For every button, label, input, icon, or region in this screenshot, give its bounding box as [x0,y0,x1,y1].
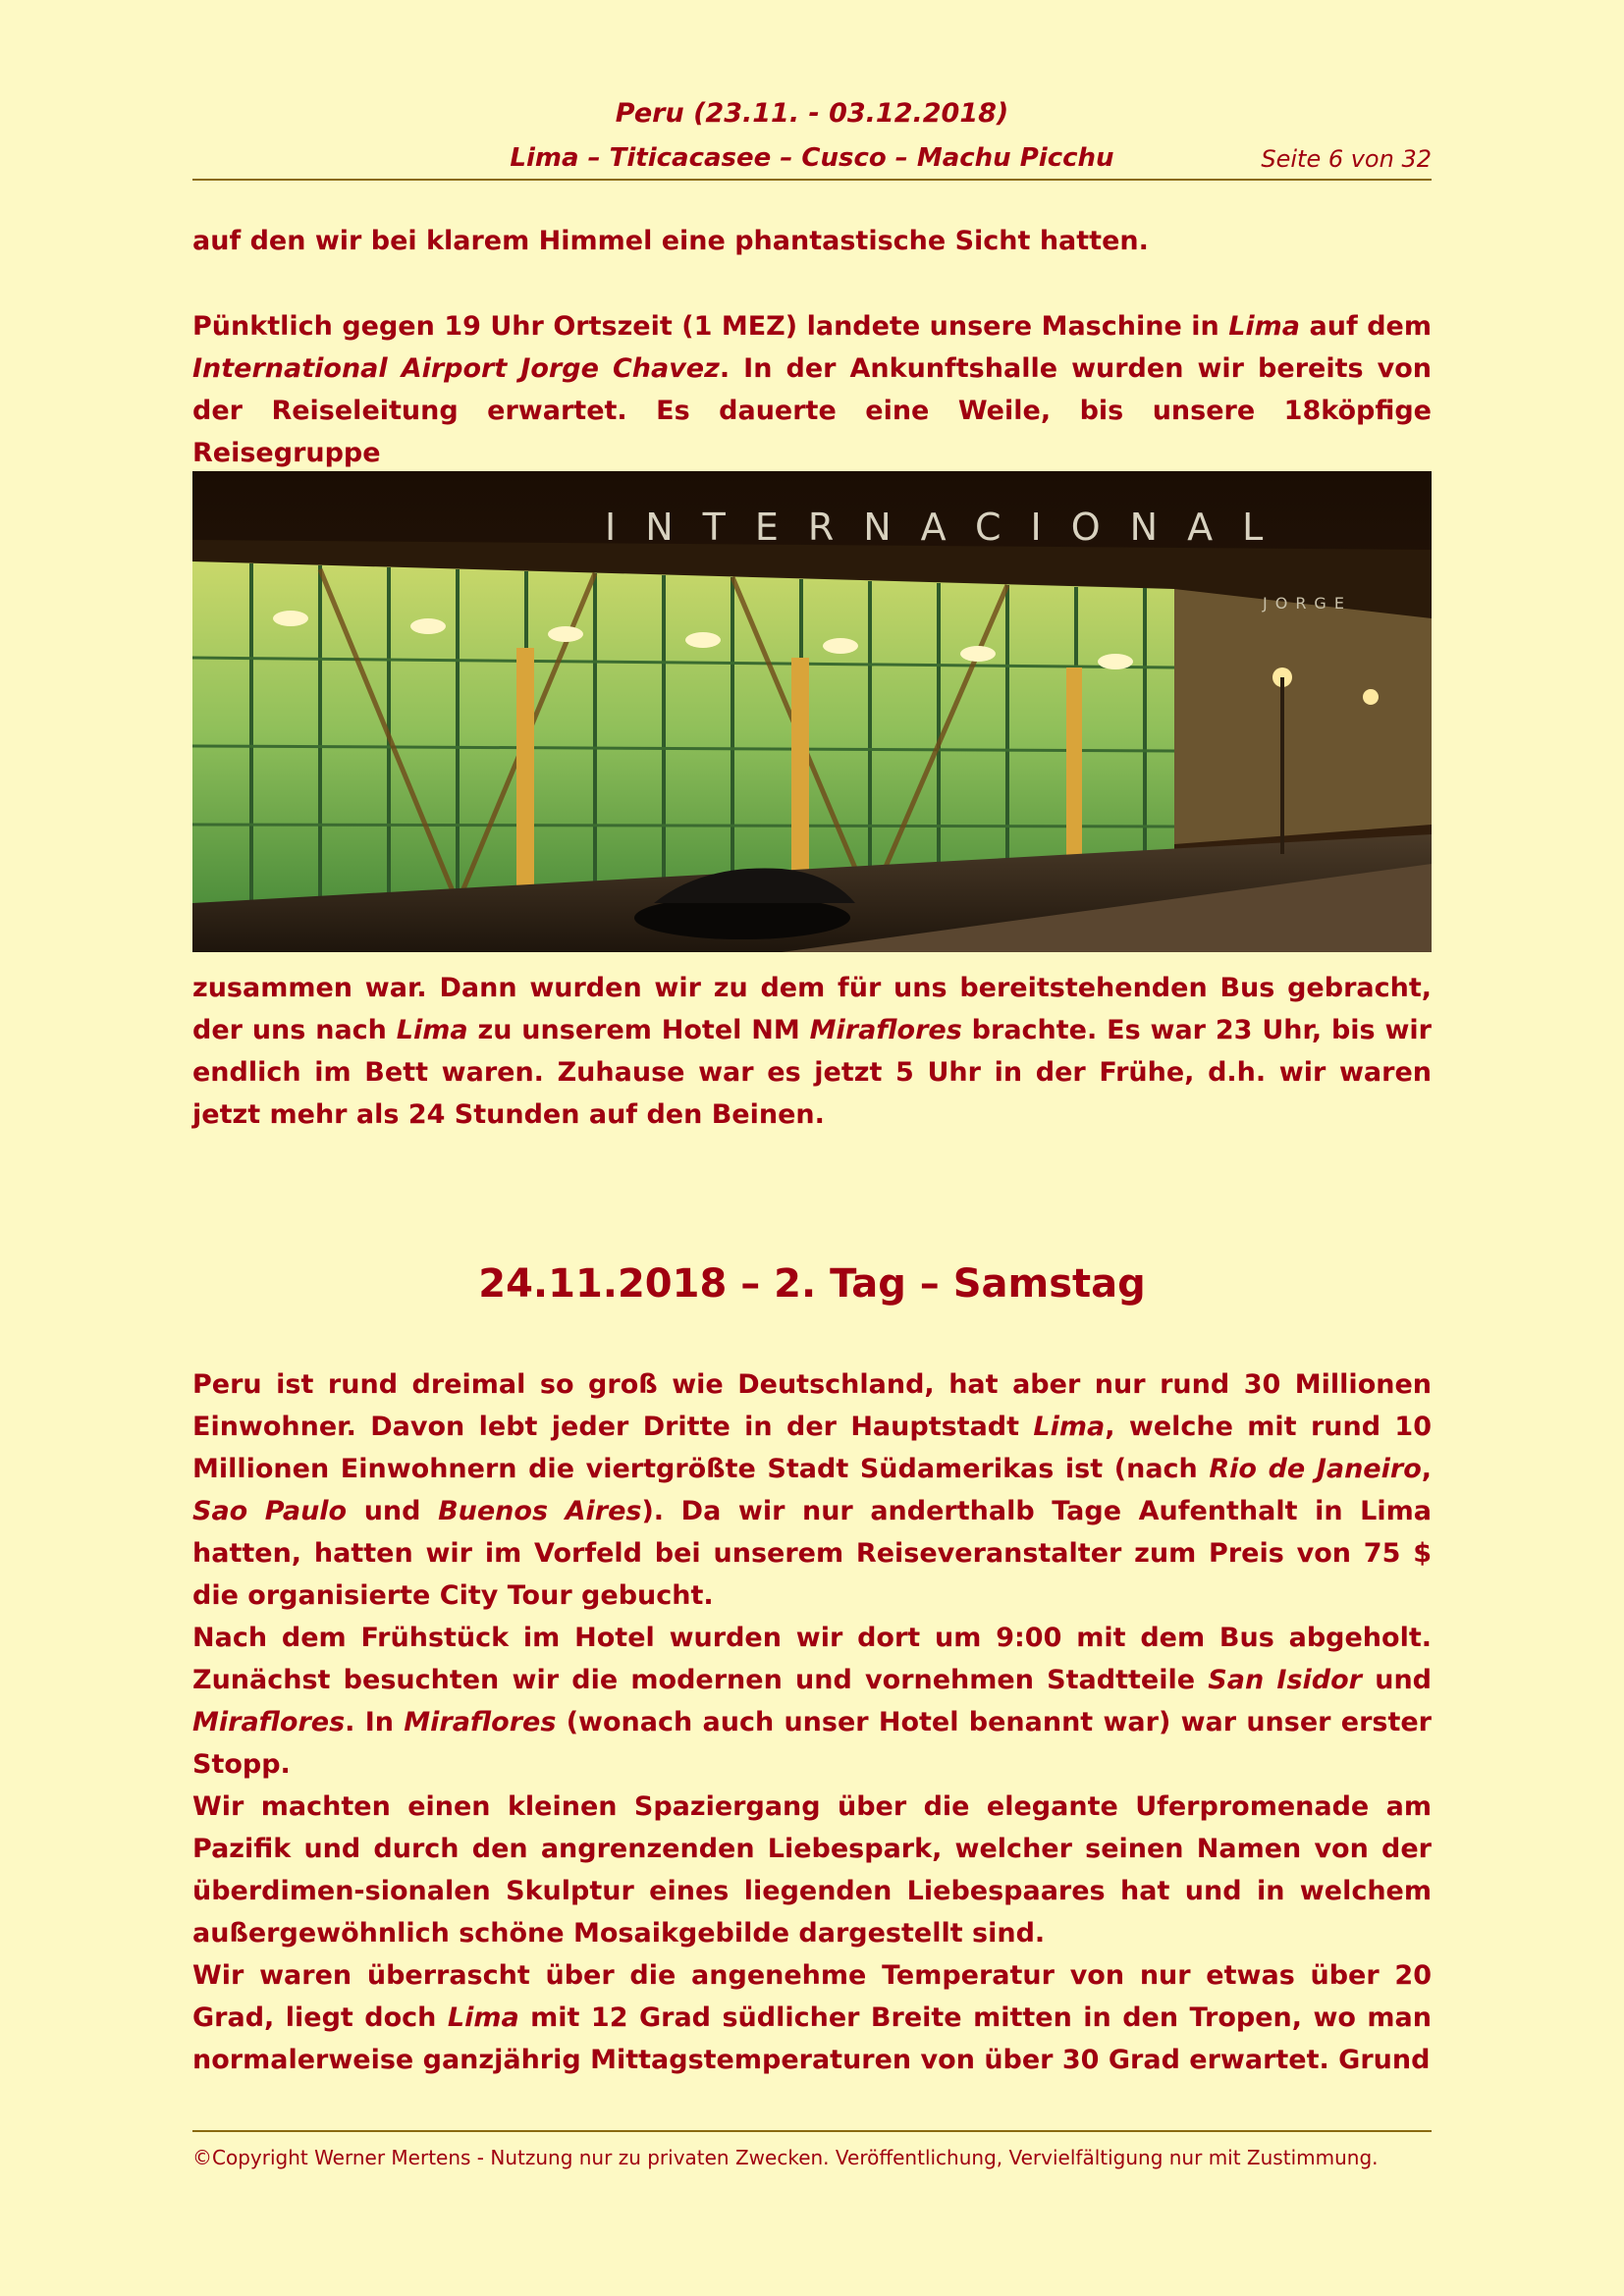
p4-s1-saopaulo: Sao Paulo [192,1496,348,1526]
header-bar [192,143,1432,181]
page-number: Seite 6 von 32 [1261,145,1432,173]
p4-s1-e: , [1421,1454,1433,1484]
p3-text-a: zusammen war. Dann wurden wir zu dem für uns bereitstehenden Bus gebracht, der uns nach [192,973,1432,1045]
p3-place-lima: Lima [396,1015,468,1045]
p4-s1-a: Peru ist rund dreimal so groß wie Deutschland, hat aber nur rund 30 Millionen Einwohner. Davon lebt jeder Dritte in der Hauptstadt [192,1369,1432,1442]
paragraph-2 [192,305,1432,474]
p4-s1-lima: Lima [1033,1412,1106,1442]
header-route: Lima – Titicacasee – Cusco – Machu Picchu [510,143,1114,173]
p4-s4-lima: Lima [447,2002,519,2033]
p4-s1-i: ). Da wir nur anderthalb Tage Aufenthalt in Lima hatten, hatten wir im Vorfeld bei unserem Reiseveranstalter zum Preis von 75 $ die organisierte City Tour gebucht. [192,1496,1432,1611]
footer-rule [192,2130,1432,2132]
p4-s4-c: mit 12 Grad südlicher Breite mitten in den Tropen, wo man normalerweise ganzjährig Mittagstemperaturen von über 30 Grad erwartet. Grund [192,2002,1433,2075]
p4-s2-e: . In [345,1707,405,1737]
p2-airport-name: International Airport Jorge Chavez [192,353,720,384]
p3-text-c: zu unserem Hotel NM [467,1015,810,1045]
p2-text-e: . In der Ankunftshalle wurden wir bereits von der Reiseleitung erwartet. Es dauerte eine Weile, bis unsere 18köpfige Reisegruppe [192,353,1432,468]
p2-place-lima: Lima [1228,311,1301,342]
airport-illustration [192,471,1432,952]
p2-text-a: Pünktlich gegen 19 Uhr Ortszeit (1 MEZ) landete unsere Maschine in [192,311,1229,342]
p4-s1-buenosaires: Buenos Aires [438,1496,642,1526]
p4-s2-c: und [1361,1665,1432,1695]
airport-photo [192,471,1432,952]
paragraph-3 [192,967,1432,1136]
p4-s4-a: Wir waren überrascht über die angenehme Temperatur von nur etwas über 20 Grad, liegt doch [192,1960,1432,2033]
photo-sign-text: INTERNACIONAL [605,506,1293,549]
p4-s3: Wir machten einen kleinen Spaziergang über die elegante Uferpromenade am Pazifik und durch den angrenzenden Liebespark, welcher seinen Namen von der überdimen-sionalen Skulptur eines liegenden Liebespaares hat und in welchem außergewöhnlich schöne Mosaikgebilde dargestellt sind. [192,1791,1432,1949]
p4-s2-sanisidor: San Isidor [1208,1665,1362,1695]
p4-s2-a: Nach dem Frühstück im Hotel wurden wir dort um 9:00 mit dem Bus abgeholt. Zunächst besuchten wir die modernen und vornehmen Stadtteile [192,1623,1432,1695]
p4-s2-g: (wonach auch unser Hotel benannt war) war unser erster Stopp. [192,1707,1432,1780]
p3-hotel-name: Miraflores [809,1015,962,1045]
paragraph-1: auf den wir bei klarem Himmel eine phantastische Sicht hatten. [192,226,1149,256]
p3-text-e: brachte. Es war 23 Uhr, bis wir endlich im Bett waren. Zuhause war es jetzt 5 Uhr in der Frühe, d.h. wir waren jetzt mehr als 24 Stunden auf den Beinen. [192,1015,1432,1130]
photo-sign-text-2: JORGE [1263,594,1352,613]
p4-s2-miraflores-2: Miraflores [404,1707,557,1737]
paragraph-4 [192,1363,1432,2081]
p4-s1-c: , welche mit rund 10 Millionen Einwohnern die viertgrößte Stadt Südamerikas ist (nach [192,1412,1432,1484]
header-title: Peru (23.11. - 03.12.2018) [615,98,1009,129]
section-heading: 24.11.2018 – 2. Tag – Samstag [478,1261,1146,1307]
p4-s1-g: und [347,1496,439,1526]
p2-text-c: auf dem [1300,311,1432,342]
footer-copyright: ©Copyright Werner Mertens - Nutzung nur zu privaten Zwecken. Veröffentlichung, Vervielfältigung nur mit Zustimmung. [192,2146,1379,2169]
p4-s2-miraflores: Miraflores [192,1707,346,1737]
p4-s1-rio: Rio de Janeiro [1209,1454,1422,1484]
